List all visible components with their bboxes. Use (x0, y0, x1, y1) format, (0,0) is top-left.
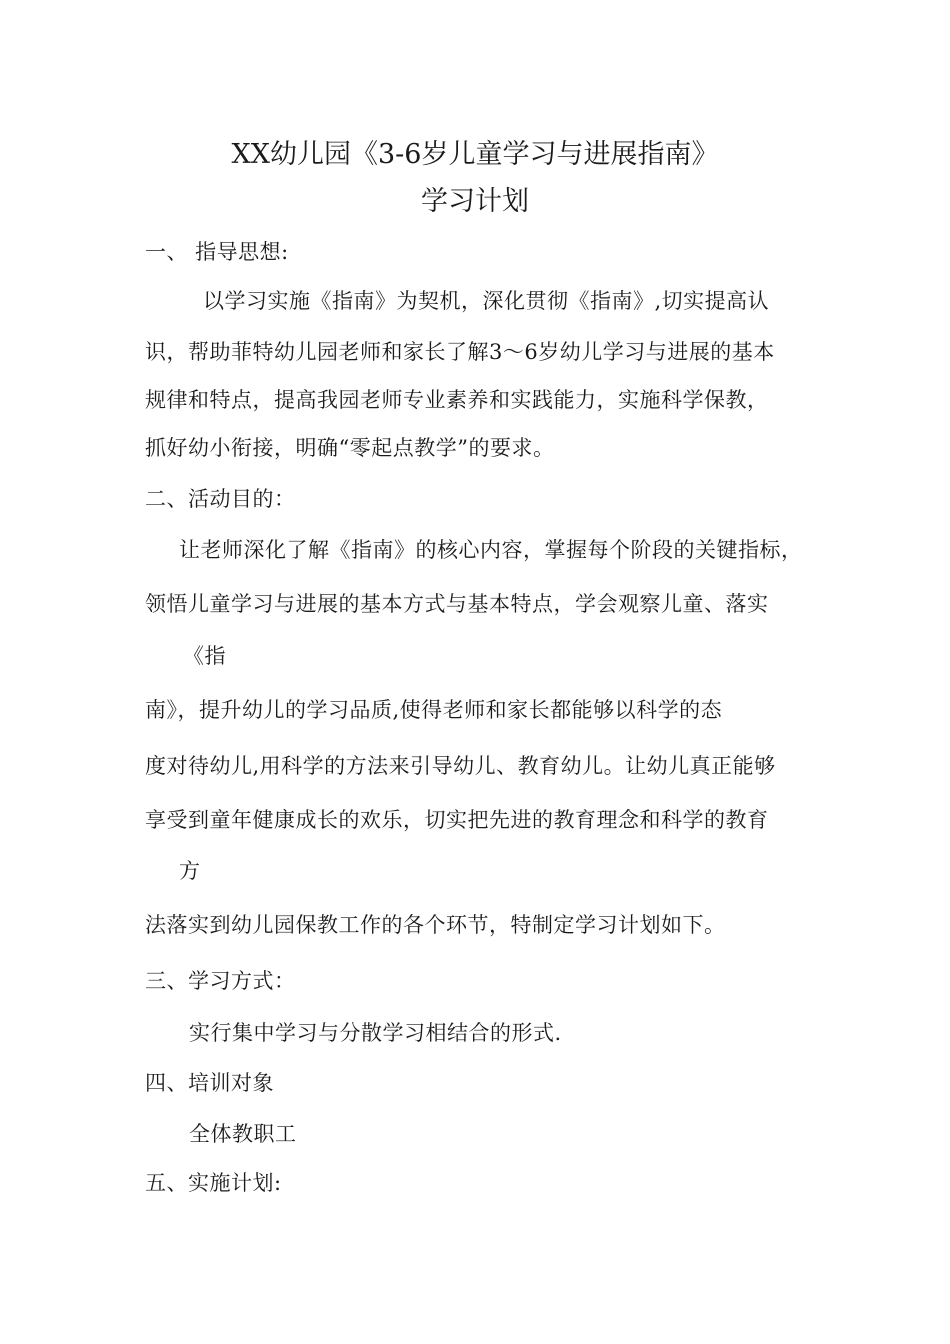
paragraph-line: 识，帮助菲特幼儿园老师和家长了解3～6岁幼儿学习与进展的基本 (145, 340, 775, 364)
section-heading-guiding-thought: 一、 指导思想: (145, 240, 289, 264)
paragraph-line: 规律和特点，提高我园老师专业素养和实践能力，实施科学保教， (145, 388, 769, 412)
paragraph-line: 让老师深化了解《指南》的核心内容，掌握每个阶段的关键指标， (179, 538, 803, 562)
paragraph-line: 以学习实施《指南》为契机，深化贯彻《指南》,切实提高认 (203, 289, 770, 313)
paragraph-line: 实行集中学习与分散学习相结合的形式. (189, 1021, 562, 1045)
document-subtitle: 学习计划 (421, 186, 529, 217)
paragraph-line: 法落实到幼儿园保教工作的各个环节，特制定学习计划如下。 (145, 913, 726, 937)
paragraph-line: 抓好幼小衔接，明确“零起点教学”的要求。 (145, 436, 555, 460)
paragraph-line: 《指 (183, 644, 226, 668)
paragraph-line: 南》，提升幼儿的学习品质,使得老师和家长都能够以科学的态 (145, 698, 723, 722)
paragraph-line: 享受到童年健康成长的欢乐，切实把先进的教育理念和科学的教育 (145, 808, 769, 832)
paragraph-line: 全体教职工 (189, 1122, 297, 1146)
paragraph-line: 度对待幼儿,用科学的方法来引导幼儿、教育幼儿。让幼儿真正能够 (145, 754, 776, 778)
section-heading-learning-method: 三、学习方式： (145, 969, 296, 993)
paragraph-line: 领悟儿童学习与进展的基本方式与基本特点，学会观察儿童、落实 (145, 592, 769, 616)
section-heading-training-target: 四、培训对象 (145, 1071, 274, 1095)
section-heading-activity-purpose: 二、活动目的： (145, 487, 296, 511)
section-heading-implementation-plan: 五、实施计划: (145, 1171, 282, 1195)
paragraph-line: 方 (179, 859, 201, 883)
document-title: XX幼儿园《3-6岁儿童学习与进展指南》 (231, 139, 719, 170)
